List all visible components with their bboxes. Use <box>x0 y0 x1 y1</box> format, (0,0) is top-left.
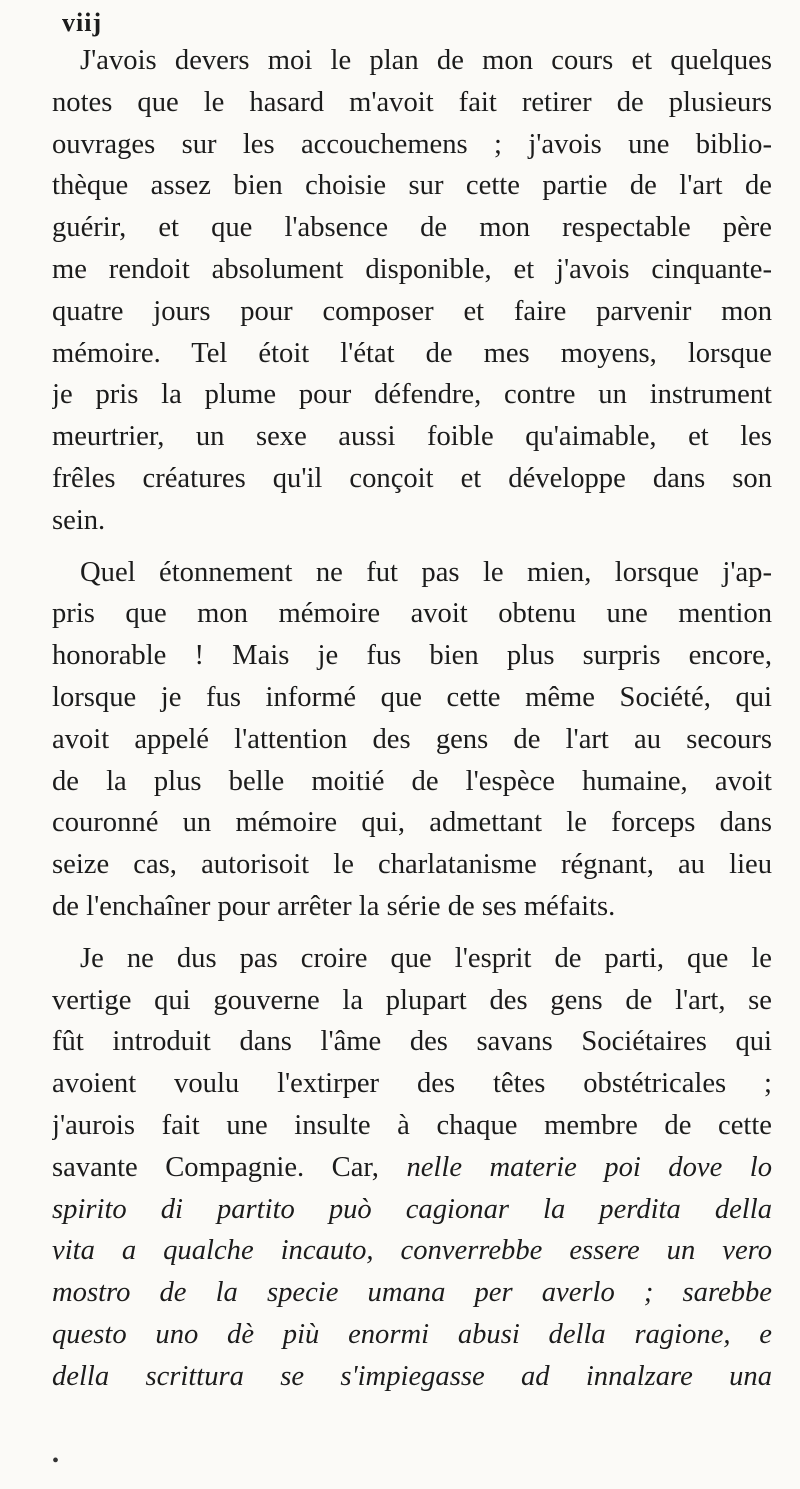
paragraph-3 <box>52 938 772 1398</box>
text-line: Je ne dus pas croire que l'esprit de parti, que le <box>80 942 772 974</box>
text-line: mémoire. Tel étoit l'état de mes moyens, lorsque <box>52 337 772 369</box>
text-line: notes que le hasard m'avoit fait retirer de plusieurs <box>52 86 772 118</box>
text-line: avoit appelé l'attention des gens de l'art au secours <box>52 723 772 755</box>
ink-speck: • <box>52 1450 60 1472</box>
text-line: lorsque je fus informé que cette même Société, qui <box>52 681 772 713</box>
page-number: viij <box>62 8 103 37</box>
text-line: j'aurois fait une insulte à chaque membre de cette <box>52 1109 772 1141</box>
text-line: couronné un mémoire qui, admettant le forceps dans <box>52 807 772 839</box>
text-segment: savante Compagnie. Car, <box>52 1151 407 1183</box>
italic-line: mostro de la specie umana per averlo ; sarebbe <box>52 1277 772 1309</box>
text-line: de l'enchaîner pour arrêter la série de ses méfaits. <box>52 890 616 922</box>
text-line: pris que mon mémoire avoit obtenu une mention <box>52 598 772 630</box>
text-line: fût introduit dans l'âme des savans Sociétaires qui <box>52 1026 772 1058</box>
paragraph-2 <box>52 552 772 928</box>
italic-line: della scrittura se s'impiegasse ad innalzare una <box>52 1360 772 1392</box>
text-line-mixed <box>52 1147 772 1189</box>
text-line: de la plus belle moitié de l'espèce humaine, avoit <box>52 765 772 797</box>
italic-segment: nelle materie poi dove lo <box>406 1151 772 1183</box>
text-line: honorable ! Mais je fus bien plus surpris encore, <box>52 640 772 672</box>
text-line: ouvrages sur les accouchemens ; j'avois une biblio- <box>52 128 772 160</box>
italic-line: questo uno dè più enormi abusi della ragione, e <box>52 1318 772 1350</box>
text-line: sein. <box>52 504 106 536</box>
text-line: avoient voulu l'extirper des têtes obstétricales ; <box>52 1068 772 1100</box>
text-line: frêles créatures qu'il conçoit et développe dans son <box>52 462 772 494</box>
italic-line: spirito di partito può cagionar la perdita della <box>52 1193 772 1225</box>
text-line: vertige qui gouverne la plupart des gens de l'art, se <box>52 984 772 1016</box>
text-line: quatre jours pour composer et faire parvenir mon <box>52 295 772 327</box>
italic-line: vita a qualche incauto, converrebbe essere un vero <box>52 1235 772 1267</box>
text-line: guérir, et que l'absence de mon respectable père <box>52 212 772 244</box>
text-line: thèque assez bien choisie sur cette partie de l'art de <box>52 170 772 202</box>
text-line: meurtrier, un sexe aussi foible qu'aimable, et les <box>52 421 772 453</box>
text-line: Quel étonnement ne fut pas le mien, lorsque j'ap- <box>80 556 772 588</box>
paragraph-1 <box>52 40 772 542</box>
text-line: J'avois devers moi le plan de mon cours et quelques <box>80 45 772 76</box>
text-line: je pris la plume pour défendre, contre un instrument <box>52 379 772 411</box>
text-line: me rendoit absolument disponible, et j'avois cinquante- <box>52 253 772 285</box>
body-text <box>52 40 772 1398</box>
text-line: seize cas, autorisoit le charlatanisme régnant, au lieu <box>52 849 772 881</box>
